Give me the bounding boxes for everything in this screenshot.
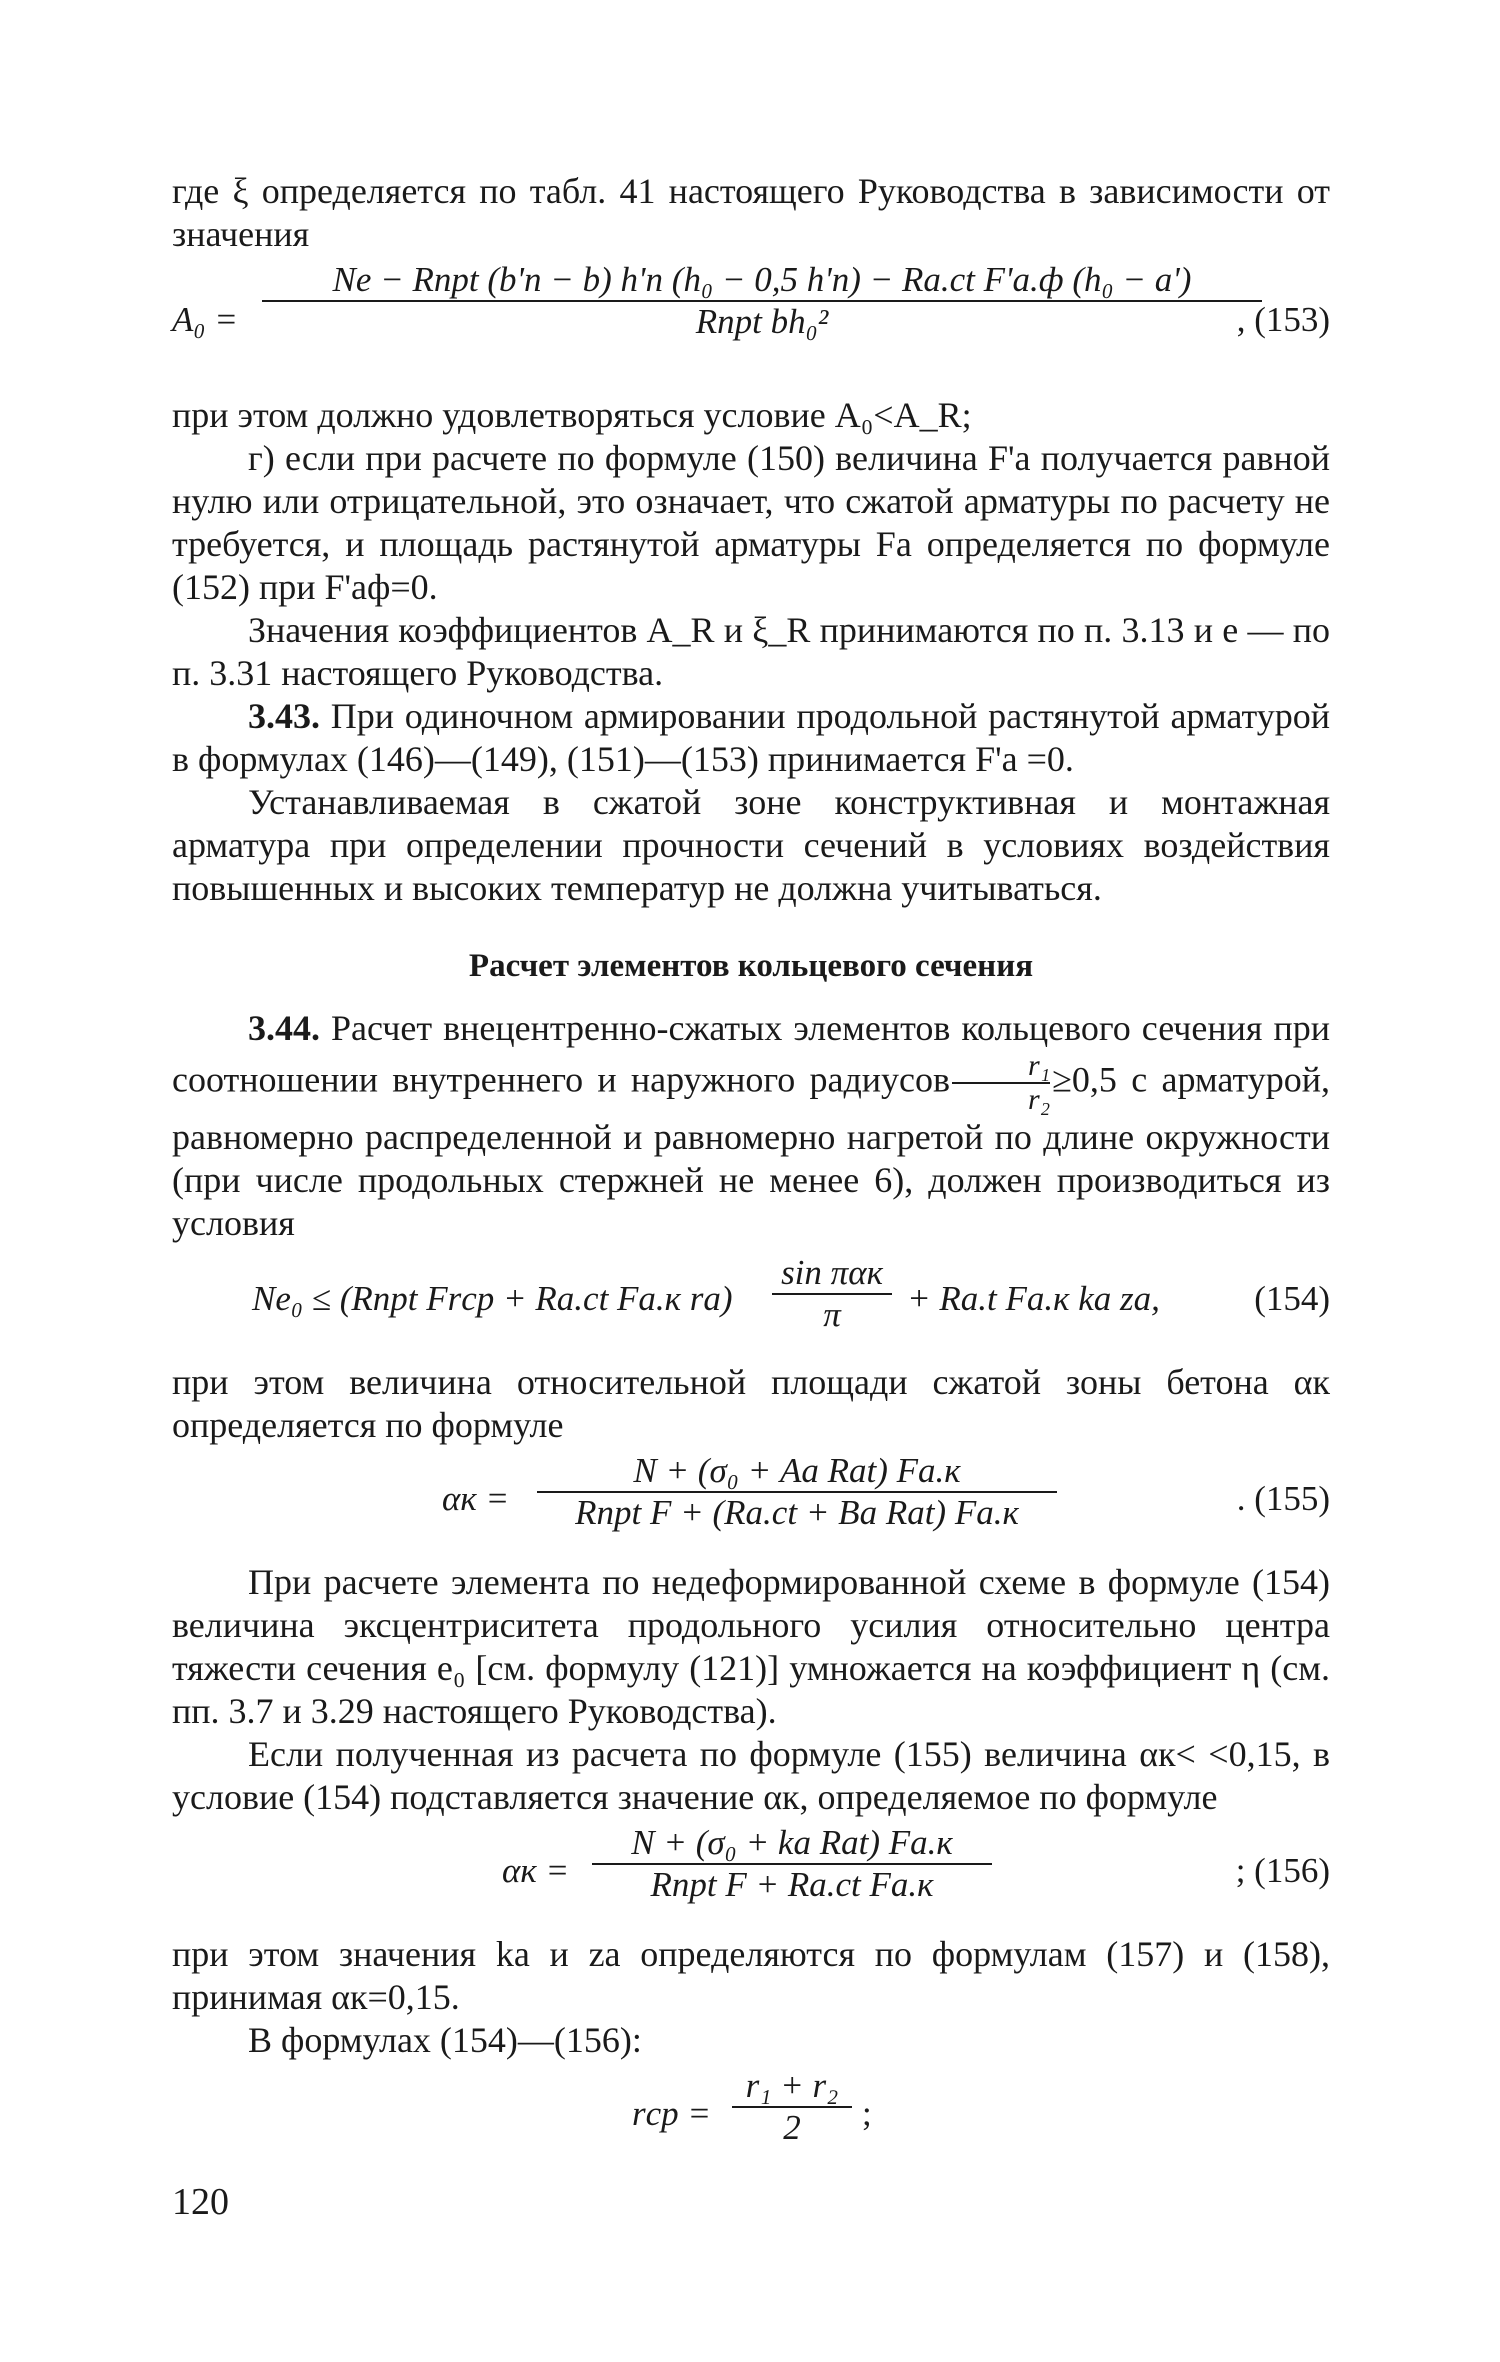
page-number: 120 — [172, 2181, 229, 2223]
section-heading: Расчет элементов кольцевого сечения — [468, 948, 1034, 984]
formula-156-fraction — [592, 1823, 992, 1905]
formula-rcp-lhs: rср = — [632, 2094, 712, 2133]
paragraph-2: при этом должно удовлетворяться условие A₀<A_R; — [172, 395, 972, 435]
formula-154-right: + Rа.t Fа.к kа zа, — [907, 1279, 1160, 1318]
formula-153-label: , (153) — [1236, 300, 1330, 339]
paragraph-7-text-a: Расчет внецентренно-сжатых элементов кольцевого сечения при соотношении внутреннего и наружного радиусов — [172, 1008, 1330, 1100]
paragraph-3: г) если при расчете по формуле (150) величина F'а получается равной нулю или отрицательной, это означает, что сжатой арматуры по расчету не требуется, и площадь растянутой арматуры Fа определяется по формуле (152) при F'аф=0. — [172, 438, 1330, 607]
formula-154 — [172, 1253, 1330, 1343]
formula-155-label: . (155) — [1236, 1479, 1330, 1518]
formula-156-label: ; (156) — [1235, 1851, 1330, 1890]
paragraph-7-text-b: ≥0,5 с арматурой, равномерно распределенной и равномерно нагретой по длине окружности (при числе продольных стержней не менее 6), должен производиться из условия — [172, 1059, 1330, 1243]
formula-155-lhs: αк = — [442, 1479, 510, 1518]
formula-155-fraction — [537, 1451, 1057, 1533]
section-number-3-43: 3.43. — [248, 696, 320, 736]
formula-154-left: Ne₀ ≤ (Rпрt Frср + Rа.ct Fа.к rа) — [252, 1279, 733, 1318]
formula-153-numerator: Ne − Rпрt (b'п − b) h'п (h₀ − 0,5 h'п) − Rа.ct F'а.ф (h₀ − a') — [332, 260, 1192, 299]
formula-156-numerator: N + (σ₀ + kа Rаt) Fа.к — [631, 1823, 953, 1862]
radius-ratio-denominator: r₂ — [1028, 1083, 1051, 1116]
formula-156-lhs: αк = — [502, 1851, 570, 1890]
section-number-3-44: 3.44. — [248, 1008, 320, 1048]
paragraph-7 — [172, 1007, 1330, 1245]
paragraph-12: В формулах (154)—(156): — [248, 2020, 642, 2060]
formula-155-numerator: N + (σ₀ + Aа Rаt) Fа.к — [633, 1451, 961, 1490]
formula-153-lhs: A₀ = — [172, 300, 238, 339]
page-content — [172, 170, 1330, 2176]
formula-rcp-fraction — [732, 2066, 852, 2148]
paragraph-1: где ξ определяется по табл. 41 настоящего Руководства в зависимости от значения — [172, 171, 1330, 254]
formula-154-frac-numerator: sin παк — [781, 1253, 883, 1292]
formula-156 — [172, 1823, 1330, 1923]
radius-ratio-numerator: r₁ — [1028, 1049, 1051, 1082]
formula-156-denominator: Rпрt F + Rа.ct Fа.к — [650, 1865, 934, 1904]
formula-154-label: (154) — [1254, 1279, 1330, 1318]
formula-155-denominator: Rпрt F + (Rа.ct + Bа Rаt) Fа.к — [575, 1493, 1019, 1532]
paragraph-4: Значения коэффициентов A_R и ξ_R принимаются по п. 3.13 и е — по п. 3.31 настоящего Руководства. — [172, 610, 1330, 693]
formula-153 — [172, 260, 1330, 384]
formula-154-frac-denominator: π — [823, 1295, 841, 1334]
formula-rcp — [172, 2066, 1330, 2166]
formula-153-denominator: Rпрt bh₀² — [695, 302, 829, 341]
formula-rcp-label: ; — [862, 2094, 872, 2133]
paragraph-8: при этом величина относительной площади сжатой зоны бетона αк определяется по формуле — [172, 1362, 1330, 1445]
formula-rcp-numerator: r₁ + r₂ — [745, 2066, 839, 2105]
paragraph-6: Устанавливаемая в сжатой зоне конструктивная и монтажная арматура при определении прочности сечений в условиях воздействия повышенных и высоких температур не должна учитываться. — [172, 782, 1330, 908]
paragraph-9: При расчете элемента по недеформированной схеме в формуле (154) величина эксцентриситета продольного усилия относительно центра тяжести сечения e₀ [см. формулу (121)] умножается на коэффициент η (см. пп. 3.7 и 3.29 настоящего Руководства). — [172, 1562, 1330, 1731]
formula-153-fraction — [262, 260, 1262, 342]
formula-rcp-denominator: 2 — [783, 2108, 801, 2147]
paragraph-10: Если полученная из расчета по формуле (155) величина αк< <0,15, в условие (154) подставляется значение αк, определяемое по формуле — [172, 1734, 1330, 1817]
formula-154-fraction — [772, 1253, 892, 1335]
radius-ratio-fraction — [952, 1050, 1050, 1116]
paragraph-5-text: При одиночном армировании продольной растянутой арматурой в формулах (146)—(149), (151)—(153) принимается F'а =0. — [172, 696, 1330, 779]
formula-155 — [172, 1451, 1330, 1551]
paragraph-5 — [172, 695, 1330, 781]
paragraph-11: при этом значения kа и zа определяются по формулам (157) и (158), принимая αк=0,15. — [172, 1934, 1330, 2017]
